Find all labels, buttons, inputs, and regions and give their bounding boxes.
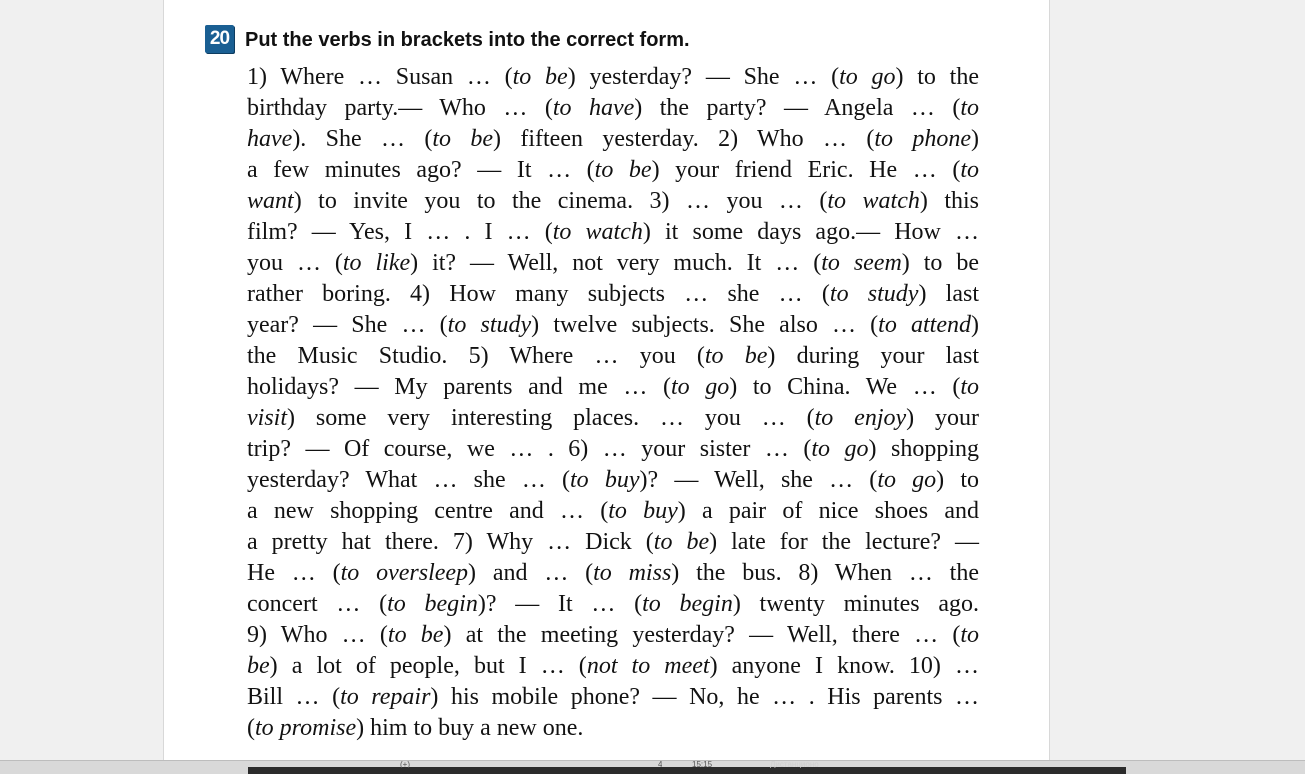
taskbar-item[interactable]: (+): [400, 761, 410, 768]
text-line: [247, 310, 979, 341]
text-segment: ) shopping: [868, 436, 980, 462]
text-line: [247, 527, 979, 558]
exercise-text: [247, 62, 979, 744]
text-line: [247, 93, 979, 124]
verb-in-brackets: to be: [512, 64, 568, 90]
text-segment: ) the party? — Angela … (: [634, 95, 961, 121]
text-segment: 9) Who … (: [247, 622, 388, 648]
textbook-page: [163, 0, 1050, 760]
text-line: [247, 589, 979, 620]
verb-in-brackets: to be: [432, 126, 494, 152]
text-segment: )? — Well, she … (: [639, 467, 878, 493]
text-line: [247, 341, 979, 372]
verb-in-brackets: have: [247, 126, 293, 152]
text-segment: ) your friend Eric. He … (: [651, 157, 961, 183]
text-line: [247, 434, 979, 465]
verb-in-brackets: to have: [552, 95, 635, 121]
text-segment: trip? — Of course, we … . 6) … your sister … (: [247, 436, 812, 462]
text-segment: ) his mobile phone? — No, he … . His parents …: [430, 684, 979, 710]
text-line: [247, 713, 979, 744]
text-segment: year? — She … (: [247, 312, 448, 338]
verb-in-brackets: to repair: [340, 684, 431, 710]
text-line: [247, 62, 979, 93]
text-segment: Bill … (: [247, 684, 341, 710]
verb-in-brackets: to go: [877, 467, 937, 493]
text-segment: 1) Where … Susan … (: [247, 64, 513, 90]
verb-in-brackets: to buy: [608, 498, 678, 524]
text-line: [247, 496, 979, 527]
taskbar-item[interactable]: 15:15: [692, 761, 713, 768]
text-segment: ) to: [936, 467, 979, 493]
text-segment: ) some very interesting places. … you … (: [287, 405, 815, 431]
text-segment: the Music Studio. 5) Where … you (: [247, 343, 705, 369]
verb-in-brackets: to go: [670, 374, 730, 400]
exercise-number-badge: 20: [205, 25, 234, 53]
text-segment: ) to China. We … (: [729, 374, 961, 400]
text-segment: holidays? — My parents and me … (: [247, 374, 671, 400]
text-segment: ) it some days ago.— How …: [642, 219, 980, 245]
verb-in-brackets: to study: [829, 281, 919, 307]
verb-in-brackets: to: [960, 95, 980, 121]
verb-in-brackets: to oversleep: [340, 560, 469, 586]
text-segment: (: [247, 715, 255, 741]
text-line: [247, 403, 979, 434]
taskbar-item[interactable]: 4: [658, 761, 663, 768]
text-segment: ). She … (: [292, 126, 433, 152]
text-line: [247, 372, 979, 403]
verb-in-brackets: to watch: [552, 219, 643, 245]
text-segment: film? — Yes, I … . I … (: [247, 219, 553, 245]
text-segment: you … (: [247, 250, 343, 276]
text-segment: ): [971, 312, 980, 338]
text-segment: ) fifteen yesterday. 2) Who … (: [493, 126, 875, 152]
verb-in-brackets: to be: [653, 529, 710, 555]
verb-in-brackets: not to meet: [586, 653, 710, 679]
text-line: [247, 124, 979, 155]
taskbar-item[interactable]: Дистанционо: [770, 761, 819, 768]
text-segment: ) twelve subjects. She also … (: [531, 312, 879, 338]
verb-in-brackets: to enjoy: [814, 405, 907, 431]
verb-in-brackets: to watch: [827, 188, 920, 214]
text-line: [247, 682, 979, 713]
text-segment: ) last: [918, 281, 980, 307]
text-segment: concert … (: [247, 591, 388, 617]
verb-in-brackets: want: [247, 188, 294, 214]
text-segment: a pretty hat there. 7) Why … Dick (: [247, 529, 654, 555]
verb-in-brackets: to miss: [593, 560, 672, 586]
verb-in-brackets: visit: [247, 405, 287, 431]
text-line: [247, 558, 979, 589]
text-segment: ) your: [906, 405, 980, 431]
verb-in-brackets: to be: [704, 343, 768, 369]
verb-in-brackets: to phone: [874, 126, 971, 152]
text-segment: yesterday? What … she … (: [247, 467, 571, 493]
text-segment: ) him to buy a new one.: [356, 715, 584, 741]
text-segment: ) during your last: [767, 343, 979, 369]
text-segment: ) anyone I know. 10) …: [709, 653, 979, 679]
verb-in-brackets: to be: [387, 622, 444, 648]
verb-in-brackets: to like: [342, 250, 411, 276]
verb-in-brackets: to: [960, 622, 980, 648]
text-segment: ) and … (: [468, 560, 594, 586]
text-segment: ): [971, 126, 979, 152]
verb-in-brackets: to begin: [387, 591, 478, 617]
text-line: [247, 465, 979, 496]
text-segment: ) twenty minutes ago.: [732, 591, 980, 617]
verb-in-brackets: be: [247, 653, 270, 679]
verb-in-brackets: to attend: [878, 312, 972, 338]
text-line: [247, 620, 979, 651]
text-segment: ) late for the lecture? —: [709, 529, 980, 555]
text-line: [247, 186, 979, 217]
verb-in-brackets: to study: [447, 312, 532, 338]
text-line: [247, 248, 979, 279]
text-segment: a new shopping centre and … (: [247, 498, 609, 524]
text-segment: ) a pair of nice shoes and: [677, 498, 980, 524]
text-segment: ) a lot of people, but I … (: [269, 653, 587, 679]
text-segment: a few minutes ago? — It … (: [247, 157, 595, 183]
text-segment: He … (: [247, 560, 341, 586]
text-segment: ) to be: [901, 250, 979, 276]
text-segment: ) at the meeting yesterday? — Well, there … (: [443, 622, 961, 648]
verb-in-brackets: to go: [811, 436, 869, 462]
verb-in-brackets: to promise: [255, 715, 357, 741]
verb-in-brackets: to: [960, 157, 979, 183]
text-segment: )? — It … (: [477, 591, 643, 617]
verb-in-brackets: to begin: [642, 591, 733, 617]
text-line: [247, 155, 979, 186]
verb-in-brackets: to seem: [821, 250, 902, 276]
text-segment: ) it? — Well, not very much. It … (: [410, 250, 822, 276]
text-segment: ) the bus. 8) When … the: [671, 560, 980, 586]
text-segment: ) this: [919, 188, 979, 214]
verb-in-brackets: to be: [594, 157, 652, 183]
verb-in-brackets: to buy: [570, 467, 640, 493]
text-line: [247, 217, 979, 248]
text-segment: ) yesterday? — She … (: [567, 64, 840, 90]
text-segment: rather boring. 4) How many subjects … she … (: [247, 281, 830, 307]
text-segment: birthday party.— Who … (: [247, 95, 553, 121]
text-segment: ) to the: [895, 64, 980, 90]
verb-in-brackets: to go: [839, 64, 896, 90]
text-segment: ) to invite you to the cinema. 3) … you … (: [293, 188, 828, 214]
taskbar: [0, 760, 1305, 774]
exercise-instruction: Put the verbs in brackets into the correct form.: [245, 29, 690, 51]
text-line: [247, 651, 979, 682]
verb-in-brackets: to: [960, 374, 979, 400]
text-line: [247, 279, 979, 310]
